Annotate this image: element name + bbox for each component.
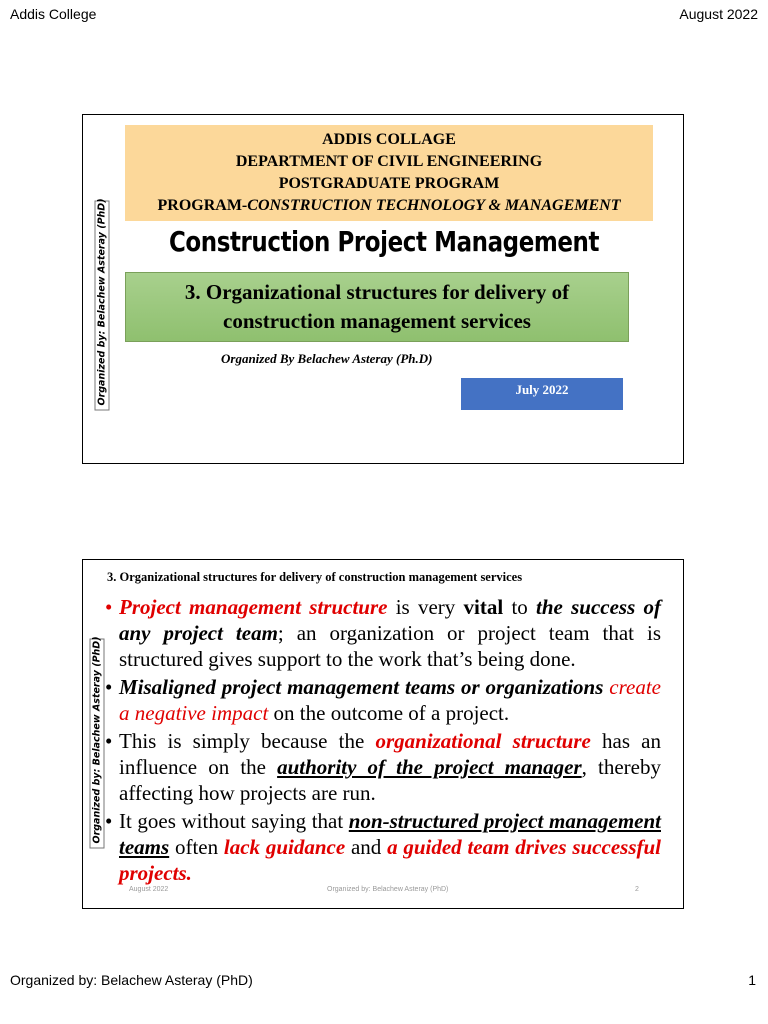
program-level: POSTGRADUATE PROGRAM [278, 175, 500, 192]
chapter-title-line2: construction management services [223, 309, 531, 333]
bullet-item: • Project management structure is very vital to the success of any project team; an organization or project team that is structured gives support to the work that’s being done. [105, 595, 661, 671]
bullet-item: • Misaligned project management teams or organizations create a negative impact on the outcome of a project. [105, 675, 661, 725]
side-label: Organized by: Belachew Asteray (PhD) [90, 639, 105, 849]
slide-footer-page: 2 [635, 886, 639, 893]
bullet-item: • It goes without saying that non-structured project management teams often lack guidance and a guided team drives successful projects. [105, 809, 661, 885]
title-box [125, 125, 653, 221]
slide-footer-date: August 2022 [129, 886, 169, 893]
main-title: Construction Project Management [168, 225, 600, 258]
department-name: DEPARTMENT OF CIVIL ENGINEERING [235, 153, 543, 170]
organizer-text: Organized By Belachew Asteray (Ph.D) [221, 351, 433, 366]
college-name: ADDIS COLLAGE [322, 131, 456, 148]
bullet-list [105, 594, 661, 888]
page-header-left: Addis College [10, 6, 97, 22]
bullet-item: • This is simply because the organizational structure has an influence on the authority of the project manager, thereby affecting how projects are run. [105, 729, 661, 805]
chapter-title-box [125, 272, 629, 342]
page-footer-left: Organized by: Belachew Asteray (PhD) [10, 972, 253, 988]
slide-title: 3. Organizational structures for delivery of construction management services [107, 570, 523, 584]
page-header-right: August 2022 [679, 6, 758, 22]
slide-footer-organizer: Organized by: Belachew Asteray (PhD) [327, 886, 449, 893]
program-line: PROGRAM-CONSTRUCTION TECHNOLOGY & MANAGEMENT [157, 197, 621, 214]
date-box: July 2022 [461, 378, 623, 410]
chapter-title-line1: 3. Organizational structures for delivery of [184, 280, 570, 304]
side-label: Organized by: Belachew Asteray (PhD) [95, 201, 110, 411]
slide-2 [82, 559, 684, 909]
page-footer-right: 1 [748, 972, 756, 988]
slide-1 [82, 114, 684, 464]
